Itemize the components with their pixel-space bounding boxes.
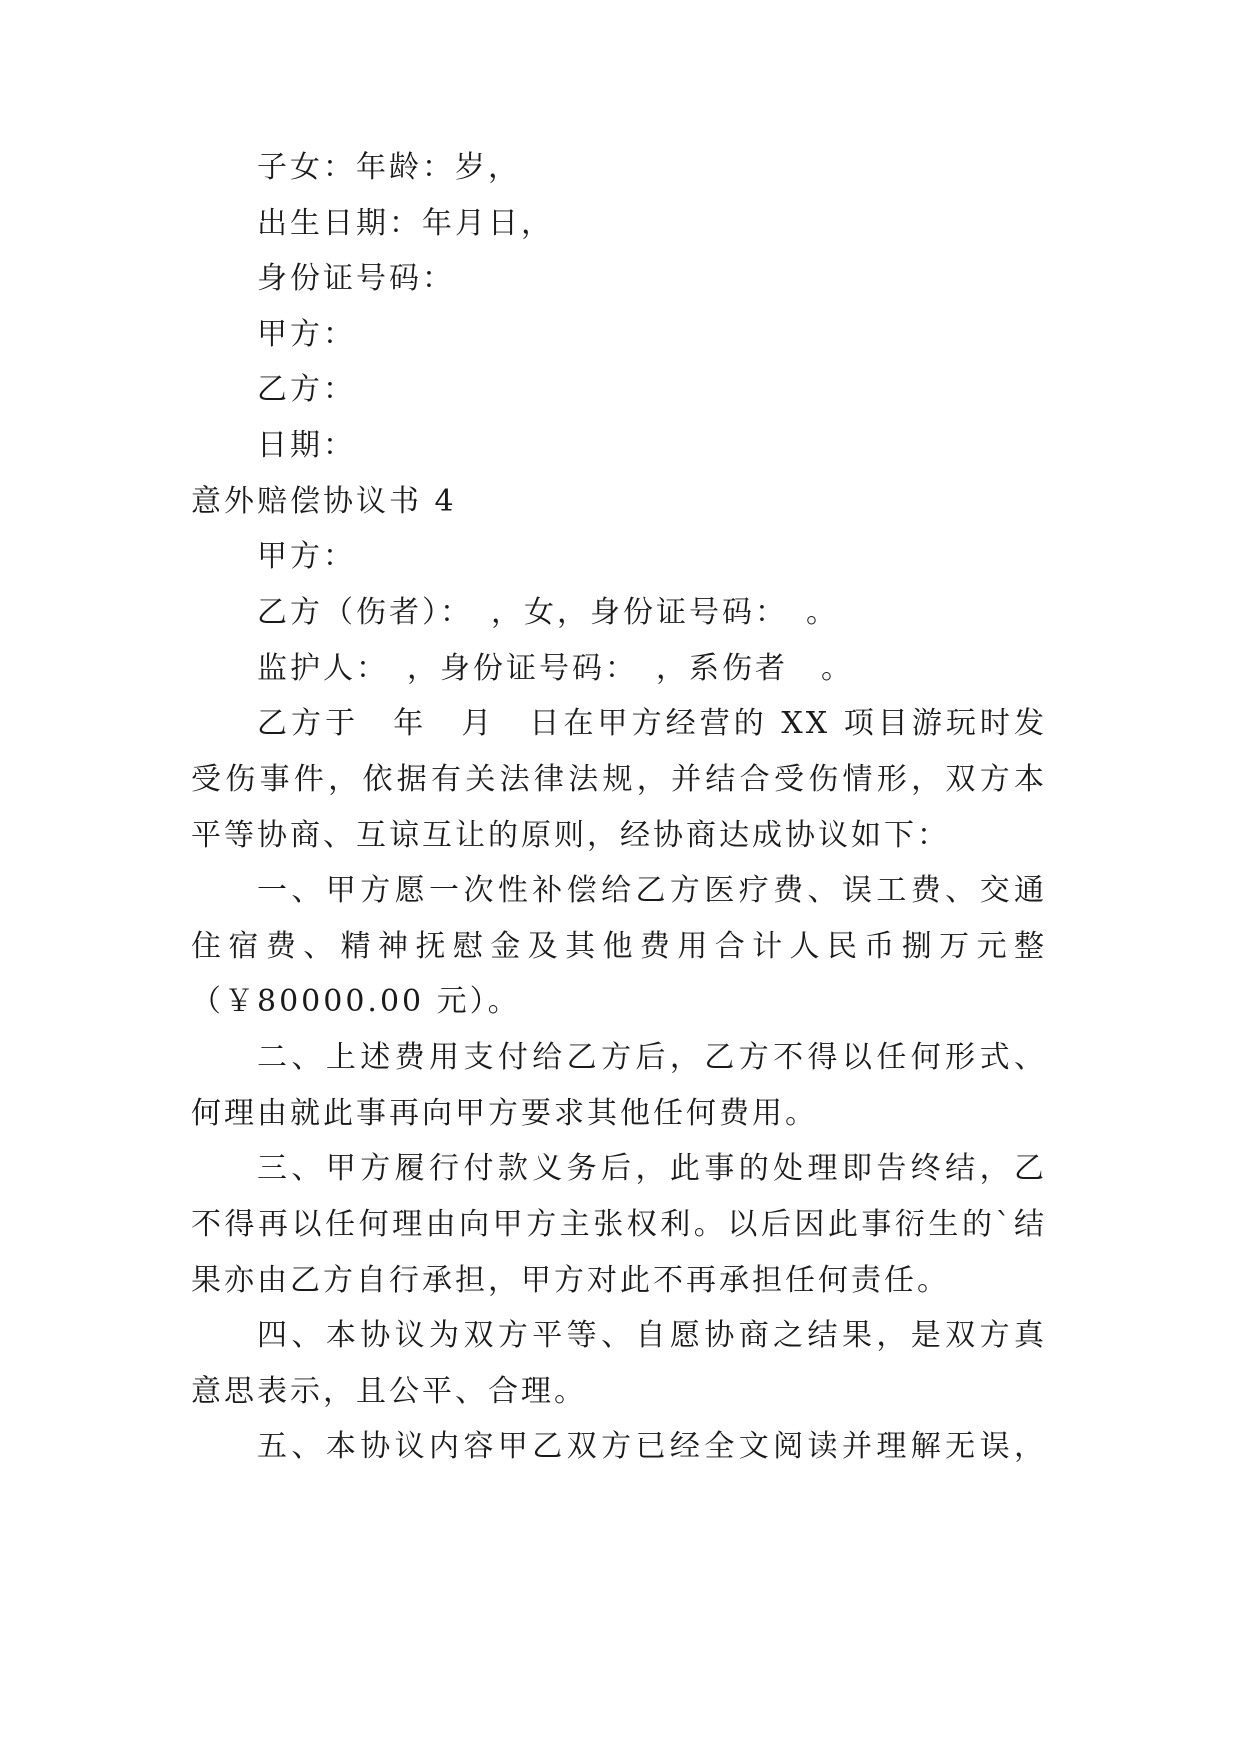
clause-four-line: 意思表示，且公平、合理。 [191,1374,587,1409]
party-b-injured-line: 乙方（伤者）： ，女，身份证号码： 。 [257,595,839,630]
paragraph-line: 受伤事件，依据有关法律法规，并结合受伤情形，双方本 [191,762,1047,797]
clause-five-line: 五、本协议内容甲乙双方已经全文阅读并理解无误， [257,1429,1047,1464]
paragraph-line: 乙方于 年 月 日在甲方经营的 XX 项目游玩时发 [257,706,1047,741]
birth-date-line: 出生日期：年月日， [257,206,554,241]
clause-one-line: （￥80000.00 元）。 [191,984,521,1019]
party-a-line: 甲方： [257,317,356,352]
party-b-line: 乙方： [257,372,356,407]
section-title: 意外赔偿协议书 4 [191,484,457,519]
clause-one-line: 住宿费、精神抚慰金及其他费用合计人民币捌万元整 [191,929,1047,964]
paragraph-line: 平等协商、互谅互让的原则，经协商达成协议如下： [191,818,950,853]
id-number-line: 身份证号码： [257,261,455,296]
clause-three-line: 果亦由乙方自行承担，甲方对此不再承担任何责任。 [191,1263,950,1298]
child-age-line: 子女：年龄：岁， [257,150,521,185]
party-a-line-2: 甲方： [257,539,356,574]
date-line: 日期： [257,428,356,463]
clause-two-line: 二、上述费用支付给乙方后，乙方不得以任何形式、 [257,1040,1047,1075]
guardian-line: 监护人： ，身份证号码： ，系伤者 。 [257,651,854,686]
clause-three-line: 不得再以任何理由向甲方主张权利。以后因此事衍生的`结 [191,1207,1047,1242]
clause-one-line: 一、甲方愿一次性补偿给乙方医疗费、误工费、交通 [257,873,1047,908]
clause-three-line: 三、甲方履行付款义务后，此事的处理即告终结，乙 [257,1151,1047,1186]
clause-four-line: 四、本协议为双方平等、自愿协商之结果，是双方真 [257,1318,1047,1353]
clause-two-line: 何理由就此事再向甲方要求其他任何费用。 [191,1096,818,1131]
